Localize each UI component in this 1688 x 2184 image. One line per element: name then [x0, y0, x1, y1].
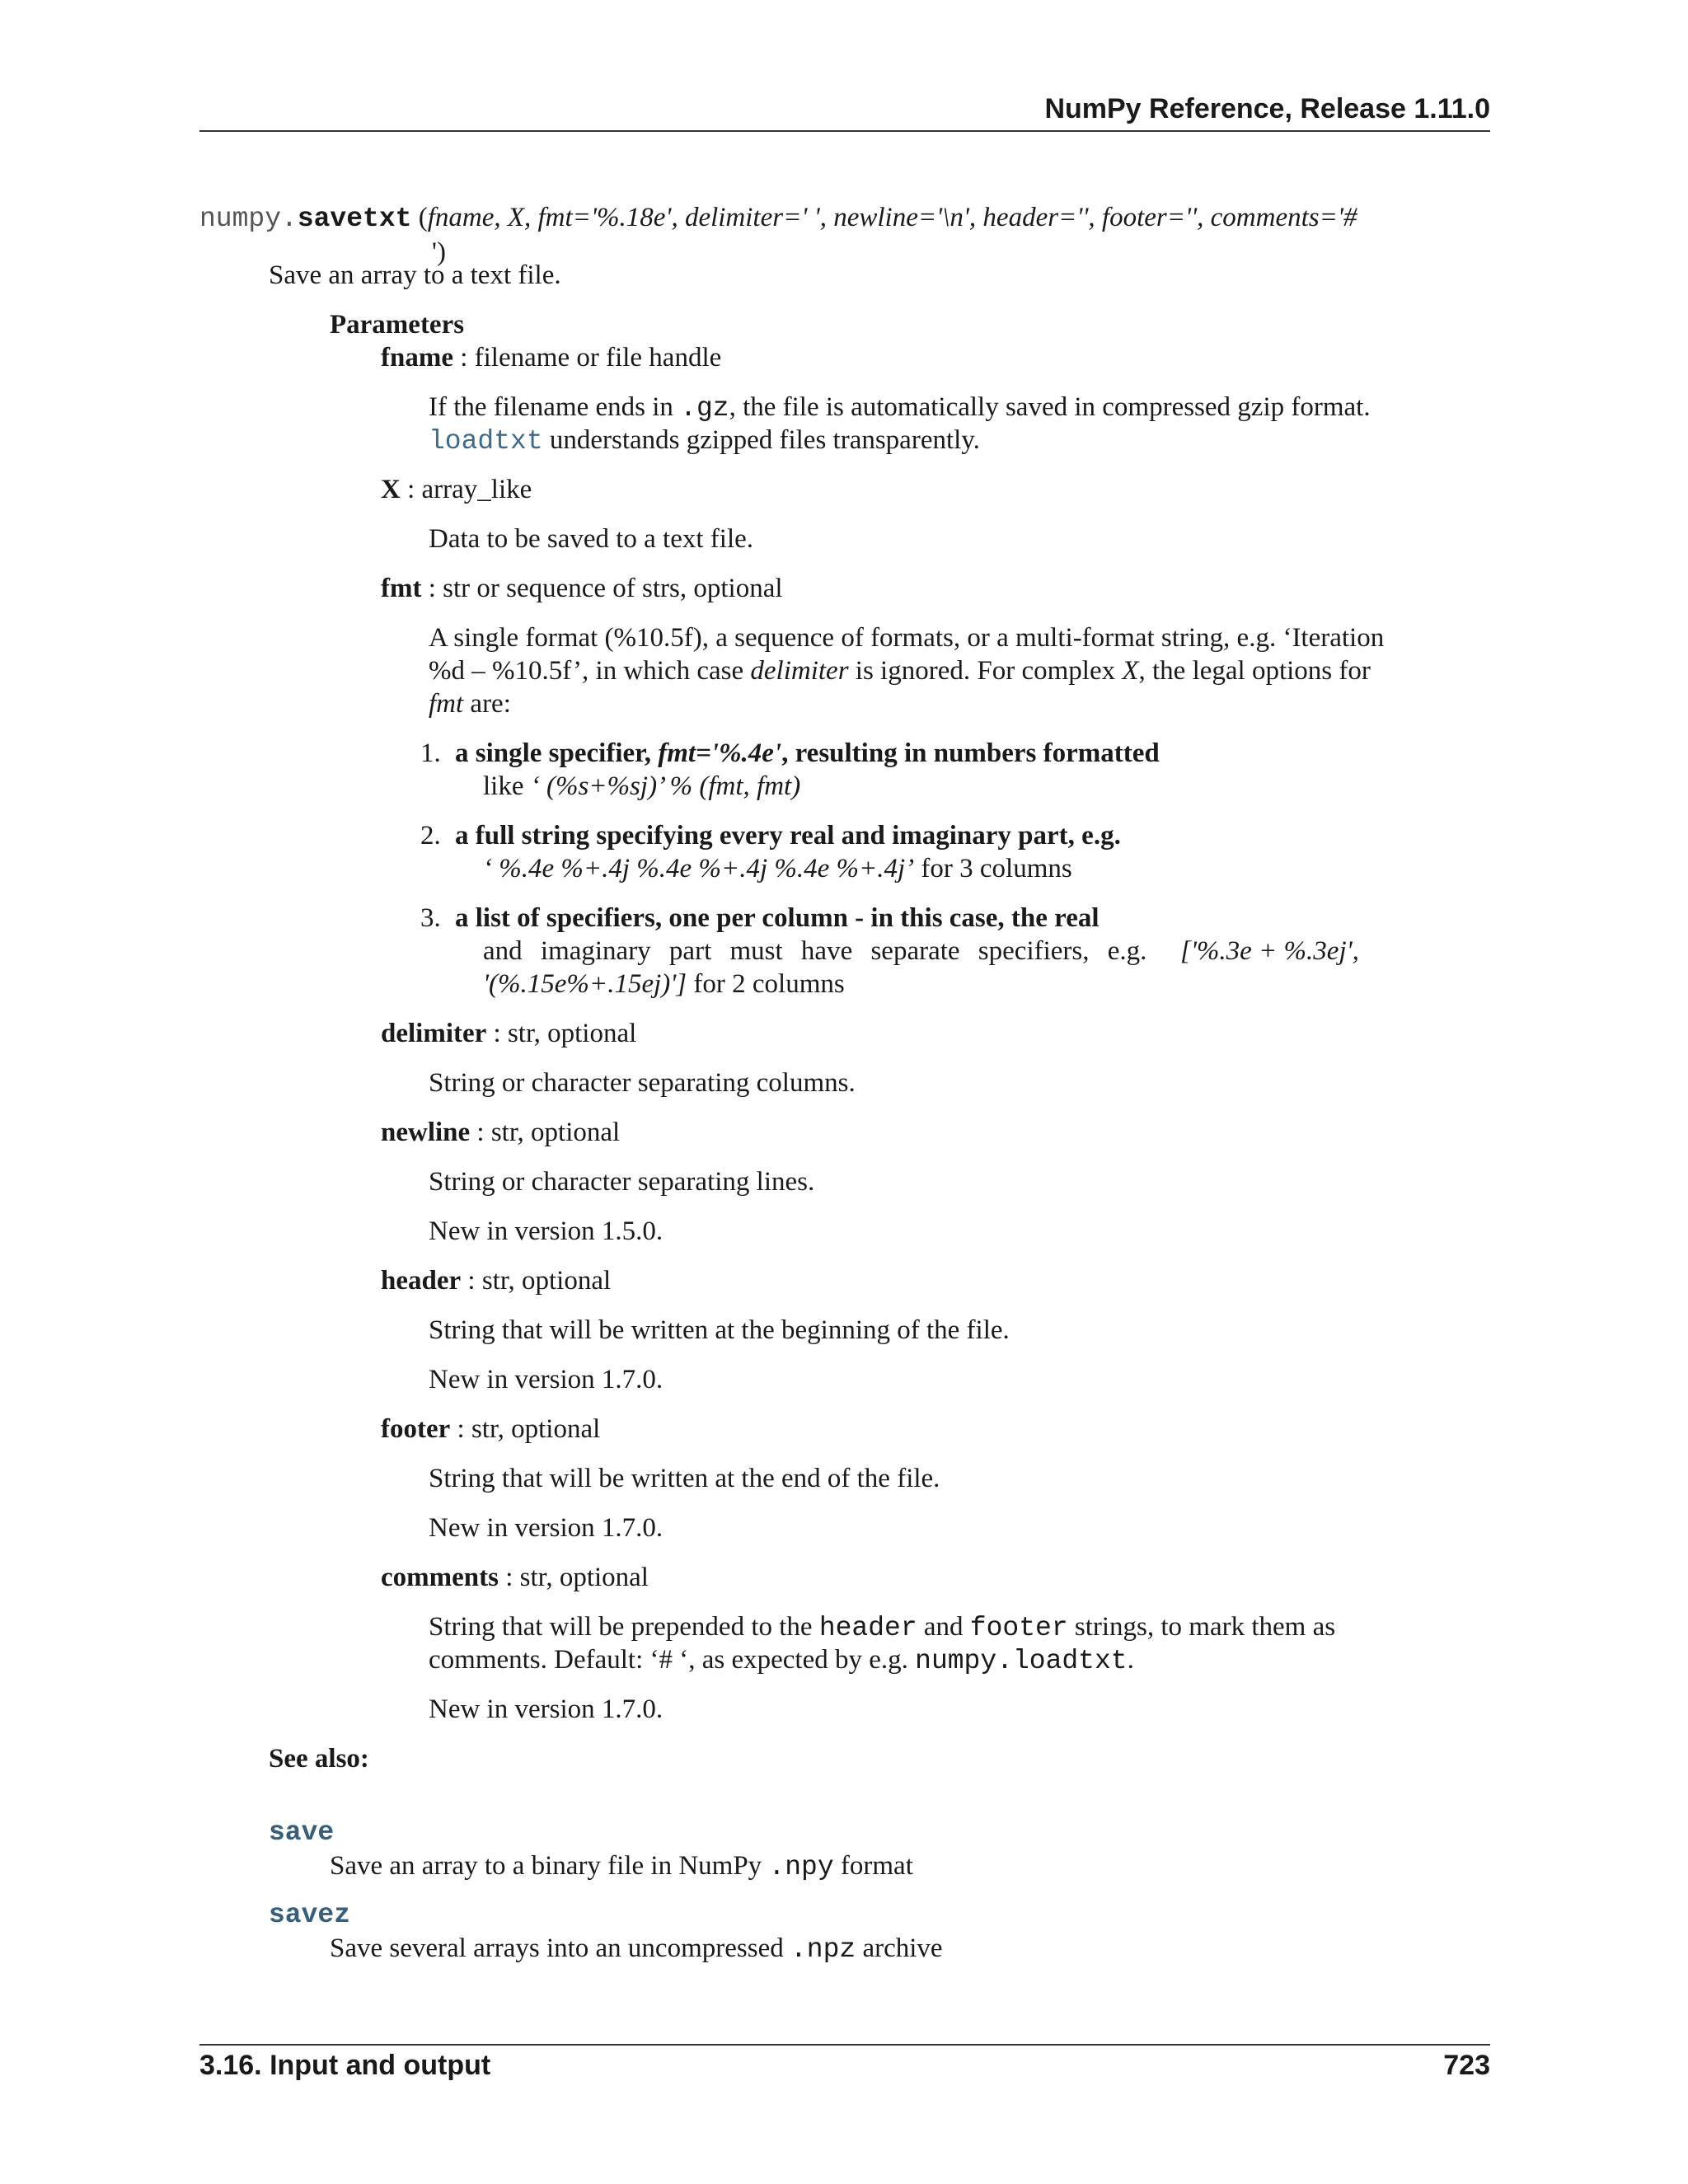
text: String that will be prepended to the: [429, 1612, 819, 1642]
param-x-desc: Data to be saved to a text file.: [429, 524, 754, 554]
text: ‘ (%s+%sj)’ % (fmt, fmt): [530, 771, 801, 801]
param-fmt-name: fmt: [381, 574, 422, 603]
signature-close: '): [432, 237, 446, 267]
code-gz: .gz: [680, 393, 729, 424]
param-fname-name: fname: [381, 343, 453, 373]
text: fmt: [429, 689, 464, 719]
code-header: header: [818, 1613, 917, 1643]
signature-function: savetxt: [297, 204, 412, 234]
code-footer: footer: [969, 1613, 1068, 1643]
footer-rule: [199, 2044, 1490, 2046]
code-numpy-loadtxt: numpy.loadtxt: [915, 1646, 1128, 1676]
param-newline-type: : str, optional: [470, 1118, 621, 1147]
running-header: NumPy Reference, Release 1.11.0: [1044, 93, 1490, 124]
param-footer: [381, 1413, 600, 1446]
fmt-item-number: 3.: [420, 903, 441, 933]
text: ‘ %.4e %+.4j %.4e %+.4j %.4e %+.4j’: [483, 854, 915, 883]
param-delimiter-name: delimiter: [381, 1019, 487, 1048]
text: Save several arrays into an uncompressed: [330, 1933, 790, 1963]
see-also-savez-link[interactable]: savez: [269, 1900, 351, 1930]
text: delimiter: [750, 656, 849, 686]
param-x: [381, 473, 532, 506]
function-signature: [199, 201, 1357, 236]
text: understands gzipped files transparently.: [542, 425, 980, 455]
page-number: 723: [1443, 2050, 1490, 2081]
param-comments-desc-line1: [429, 1610, 1335, 1645]
text: '(%.15e%+.15ej)']: [483, 969, 687, 999]
param-fname-type: : filename or file handle: [452, 343, 722, 373]
param-footer-desc: String that will be written at the end of the file.: [429, 1464, 940, 1493]
param-comments-version: New in version 1.7.0.: [429, 1694, 663, 1724]
param-fmt: [381, 572, 783, 605]
fmt-item-body-line2: [483, 968, 845, 1001]
param-delimiter: [381, 1017, 636, 1050]
signature-open: (: [411, 203, 428, 232]
fmt-item-body: [483, 770, 800, 803]
text: %d – %10.5f’, in which case: [429, 656, 751, 686]
code-npy: .npy: [768, 1852, 834, 1882]
text: a single specifier,: [455, 738, 659, 768]
param-comments-desc-line2: [429, 1643, 1134, 1678]
param-comments-type: : str, optional: [498, 1563, 649, 1592]
text: strings, to mark them as: [1067, 1612, 1336, 1642]
param-newline-name: newline: [381, 1118, 471, 1147]
text: for 2 columns: [687, 969, 845, 999]
param-header-type: : str, optional: [461, 1266, 612, 1296]
signature-module: numpy.: [199, 204, 298, 234]
param-newline-desc: String or character separating lines.: [429, 1167, 815, 1197]
text: and: [917, 1612, 970, 1642]
text: are:: [463, 689, 511, 719]
param-newline: [381, 1116, 620, 1149]
see-also-save-desc: [330, 1849, 913, 1884]
param-delimiter-type: : str, optional: [486, 1019, 637, 1048]
fmt-item-number: 1.: [420, 738, 441, 768]
fmt-item-body: [483, 852, 1072, 885]
parameters-heading: Parameters: [330, 310, 465, 340]
text: If the filename ends in: [429, 392, 681, 422]
summary: Save an array to a text file.: [269, 260, 561, 290]
param-comments: [381, 1561, 649, 1594]
text: .: [1127, 1645, 1134, 1675]
param-header-name: header: [381, 1266, 462, 1296]
param-fmt-desc-line2: [429, 654, 1371, 687]
see-also-heading: See also:: [269, 1744, 369, 1774]
param-header-desc: String that will be written at the beginning of the file.: [429, 1315, 1010, 1345]
code-npz: .npz: [790, 1934, 856, 1965]
text: Save an array to a binary file in NumPy: [330, 1851, 769, 1881]
text: format: [833, 1851, 913, 1881]
text: for 3 columns: [914, 854, 1072, 883]
fmt-item-heading: a full string specifying every real and imaginary part, e.g.: [455, 821, 1121, 851]
param-fmt-desc-line1: A single format (%10.5f), a sequence of formats, or a multi-format string, e.g. ‘Iteration: [429, 623, 1385, 653]
param-fmt-desc-line3: [429, 687, 511, 720]
param-x-name: X: [381, 475, 401, 504]
fmt-item-number: 2.: [420, 821, 441, 851]
param-x-type: : array_like: [400, 475, 532, 504]
param-footer-version: New in version 1.7.0.: [429, 1513, 663, 1543]
text: comments. Default: ‘# ‘, as expected by e.g.: [429, 1645, 916, 1675]
see-also-savez-desc: [330, 1932, 943, 1966]
text: fmt='%.4e': [658, 738, 782, 768]
param-delimiter-desc: String or character separating columns.: [429, 1068, 856, 1098]
text: like: [483, 771, 531, 801]
param-newline-version: New in version 1.5.0.: [429, 1216, 663, 1246]
loadtxt-link[interactable]: loadtxt: [429, 426, 543, 457]
see-also-save-link[interactable]: save: [269, 1817, 335, 1848]
fmt-item-body-line1: [483, 935, 1146, 968]
text: and imaginary part must have separate specifiers, e.g.: [483, 936, 1147, 966]
param-header: [381, 1264, 611, 1297]
fmt-item-heading: [455, 737, 1160, 770]
param-footer-type: : str, optional: [450, 1414, 601, 1444]
signature-params: fname, X, fmt='%.18e', delimiter=' ', newline='\n', header='', footer='', comments='#: [427, 203, 1357, 232]
text: is ignored. For complex: [848, 656, 1123, 686]
param-fname: [381, 341, 721, 374]
text: X: [1122, 656, 1139, 686]
text: , the legal options for: [1138, 656, 1371, 686]
text: archive: [856, 1933, 943, 1963]
param-comments-name: comments: [381, 1563, 499, 1592]
param-fmt-type: : str or sequence of strs, optional: [421, 574, 783, 603]
param-header-version: New in version 1.7.0.: [429, 1365, 663, 1394]
text: , resulting in numbers formatted: [781, 738, 1160, 768]
param-fname-desc-line2: [429, 424, 980, 458]
param-footer-name: footer: [381, 1414, 451, 1444]
fmt-item-heading: a list of specifiers, one per column - in this case, the real: [455, 903, 1100, 933]
footer-section: 3.16. Input and output: [199, 2050, 491, 2081]
fmt-item-body-line1-code: ['%.3e + %.3ej',: [1180, 936, 1359, 966]
header-rule: [199, 130, 1490, 132]
text: , the file is automatically saved in compressed gzip format.: [729, 392, 1371, 422]
param-fname-desc-line1: [429, 391, 1371, 425]
